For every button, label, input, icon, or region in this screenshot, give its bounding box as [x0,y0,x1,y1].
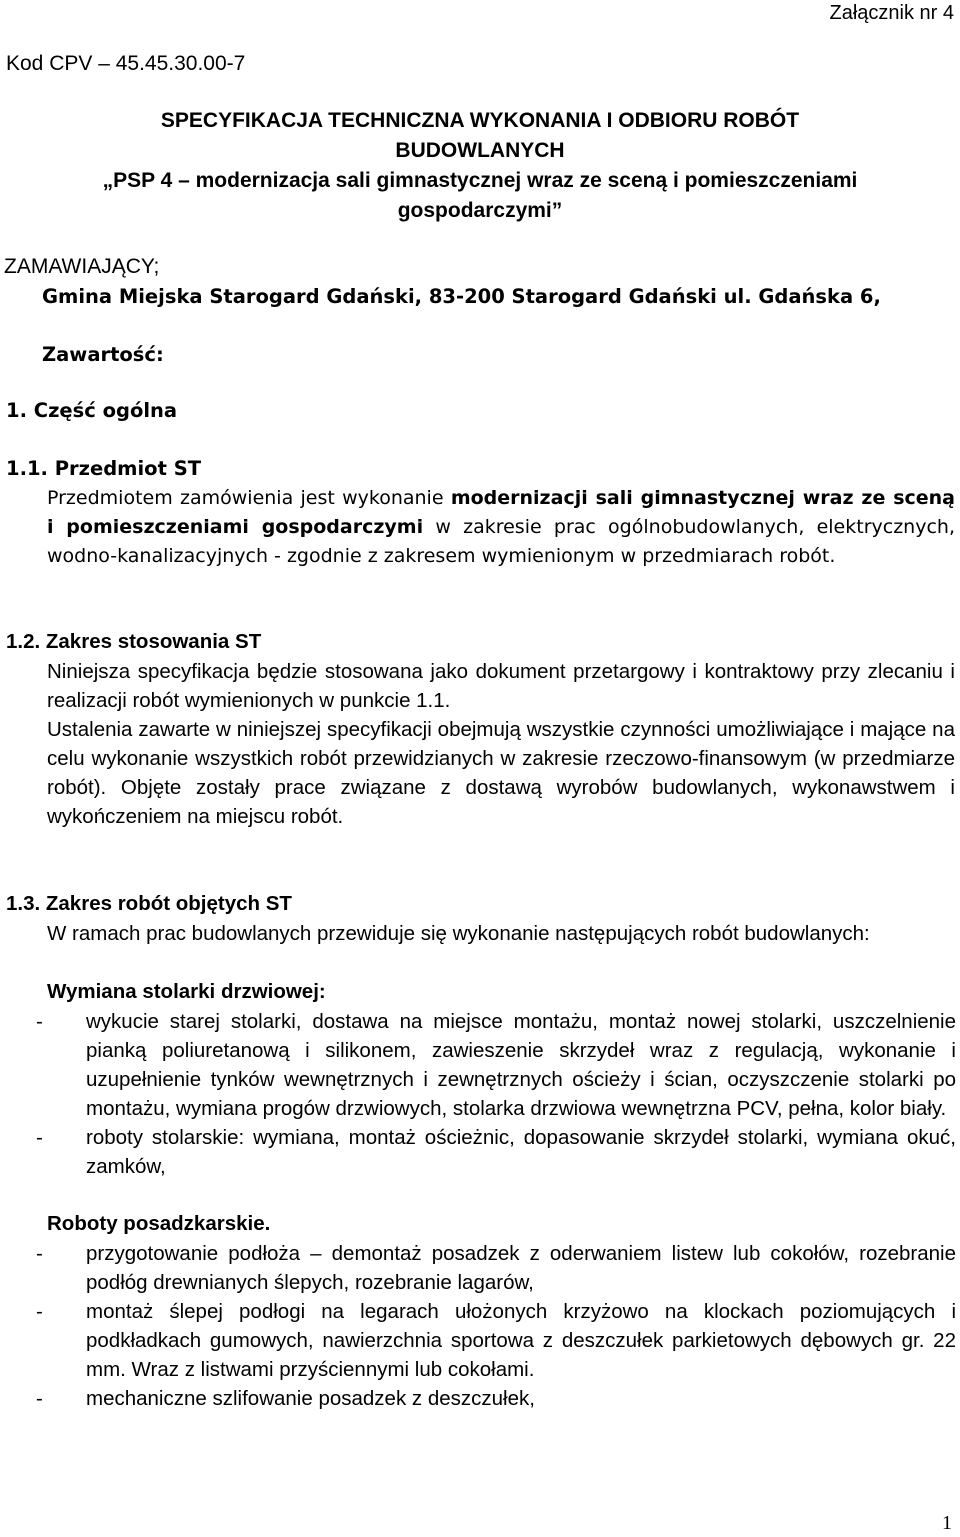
floors-list [36,1239,956,1413]
section-1-1-heading: 1.1. Przedmiot ST [6,457,202,480]
section-1-2-heading: 1.2. Zakres stosowania ST [6,630,262,653]
title-line-3: „PSP 4 – modernizacja sali gimnastycznej wraz ze sceną i pomieszczeniami [102,169,858,192]
document-title [0,106,960,226]
doors-list [36,1007,956,1181]
list-item: - montaż ślepej podłogi na legarach ułożonych krzyżowo na klockach poziomujących i podkładkach gumowych, nawierzchnia sportowa z deszczułek parkietowych dębowych gr. 22 mm. Wraz z listwami przyściennymi lub cokołami. [36,1300,956,1381]
title-line-2: BUDOWLANYCH [395,139,565,162]
orderer-label: ZAMAWIAJĄCY; [4,255,160,278]
section-1-1-text-a: Przedmiotem zamówienia jest wykonanie [47,487,451,509]
orderer-address: Gmina Miejska Starogard Gdański, 83-200 Starogard Gdański ul. Gdańska 6, [42,285,881,308]
page-number: 1 [942,1512,952,1534]
section-1-1-text-bold: modernizacji sali gimnastycznej wraz ze sceną i pomieszczeniami gospodarczymi [47,487,955,538]
list-item: - roboty stolarskie: wymiana, montaż ościeżnic, dopasowanie skrzydeł stolarki, wymiana okuć, zamków, [36,1126,956,1178]
title-line-4: gospodarczymi” [397,199,563,222]
list-item: - wykucie starej stolarki, dostawa na miejsce montażu, montaż nowej stolarki, uszczelnienie pianką poliuretanową i silikonem, zawieszenie skrzydeł wraz z regulacją, wykonanie i uzupełnienie tynków wewnętrznych i zewnętrznych ościeży i ścian, oczyszczenie stolarki po montażu, wymiana progów drzwiowych, stolarka drzwiowa wewnętrzna PCV, pełna, kolor biały. [36,1010,956,1120]
cpv-code: Kod CPV – 45.45.30.00-7 [6,52,246,75]
annex-label: Załącznik nr 4 [829,2,954,24]
section-1-2-p2: Ustalenia zawarte w niniejszej specyfikacji obejmują wszystkie czynności umożliwiające i mające na celu wykonanie wszystkich robót przewidzianych w zakresie rzeczowo-finansowym (w przedmiarze robót). Objęte zostały prace związane z dostawą wyrobów budowlanych, wykonawstwem i wykończeniem na miejscu robót. [47,718,955,828]
floors-heading: Roboty posadzkarskie. [47,1212,271,1235]
part-1-heading: 1. Część ogólna [6,399,178,422]
section-1-2-p1: Niniejsza specyfikacja będzie stosowana jako dokument przetargowy i kontraktowy przy zlecaniu i realizacji robót wymienionych w punkcie 1.1. [47,660,955,712]
list-item: - przygotowanie podłoża – demontaż posadzek z oderwaniem listew lub cokołów, rozebranie podłóg drewnianych ślepych, rozebranie lagarów, [36,1242,956,1294]
section-1-3-heading: 1.3. Zakres robót objętych ST [6,892,292,915]
section-1-1-text-b: w zakresie prac ogólnobudowlanych, elektrycznych, wodno-kanalizacyjnych - zgodnie z zakresem wymienionym w przedmiarach robót. [47,516,955,567]
doors-heading: Wymiana stolarki drzwiowej: [47,980,326,1003]
section-1-1-text [47,484,955,571]
section-1-3-intro: W ramach prac budowlanych przewiduje się wykonanie następujących robót budowlanych: [47,922,870,945]
contents-label: Zawartość: [42,343,164,366]
list-item: - mechaniczne szlifowanie posadzek z deszczułek, [36,1387,535,1410]
title-line-1: SPECYFIKACJA TECHNICZNA WYKONANIA I ODBIORU ROBÓT [160,109,800,132]
